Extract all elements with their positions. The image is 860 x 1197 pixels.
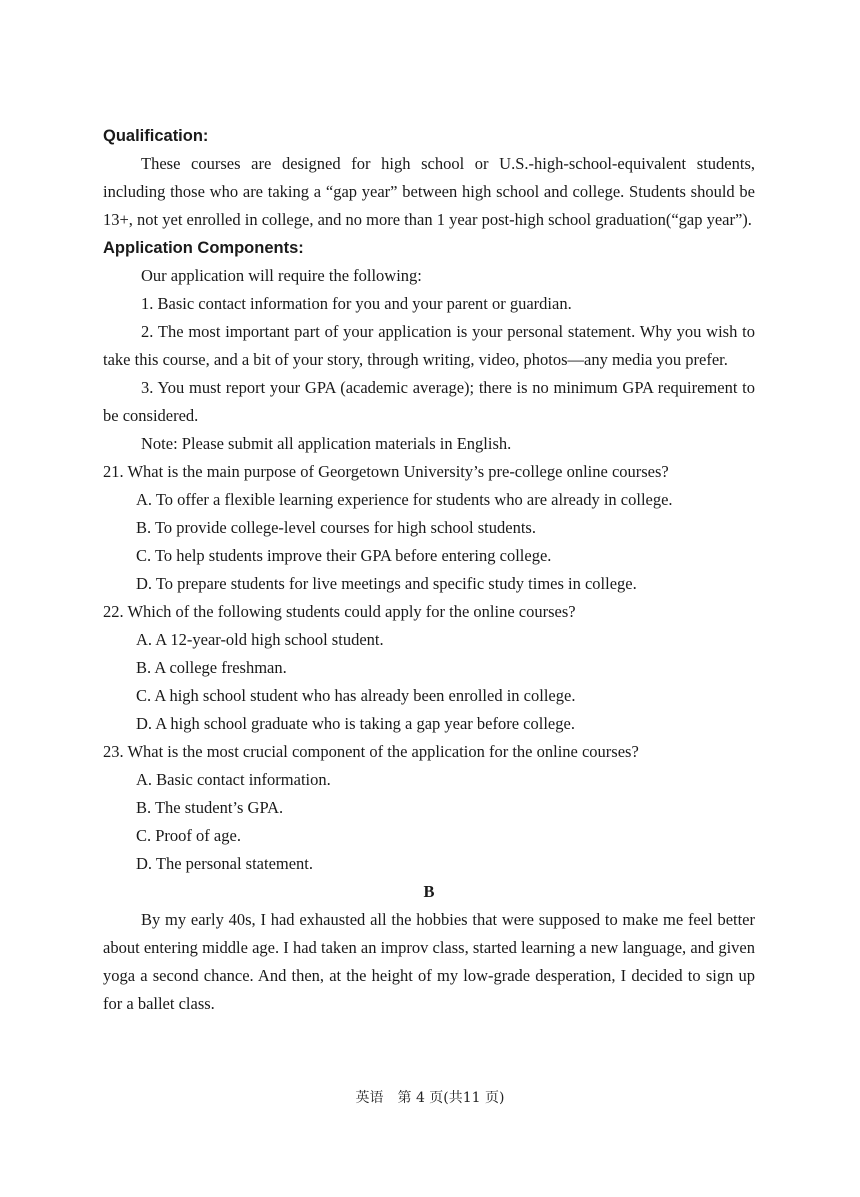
question-23-option-b: B. The student’s GPA.	[136, 798, 284, 817]
question-21-option-c: C. To help students improve their GPA before entering college.	[136, 546, 552, 565]
question-21: 21. What is the main purpose of Georgetown University’s pre-college online courses?	[103, 462, 669, 481]
question-23: 23. What is the most crucial component of the application for the online courses?	[103, 742, 639, 761]
application-heading: Application Components:	[103, 239, 304, 257]
page-footer: 英语 第 4 页(共11 页)	[355, 1090, 505, 1106]
application-item-3: 3. You must report your GPA (academic average); there is no minimum GPA requirement to be considered.	[103, 378, 755, 425]
question-23-option-d: D. The personal statement.	[136, 854, 314, 873]
question-22-option-a: A. A 12-year-old high school student.	[136, 630, 384, 649]
question-22-option-d: D. A high school graduate who is taking a gap year before college.	[136, 714, 575, 733]
qualification-text: These courses are designed for high school or U.S.-high-school-equivalent students, including those who are taking a “gap year” between high school and college. Students should be 13+, not yet enrolled in college, and no more than 1 year post-high school graduation(“gap year”).	[103, 154, 755, 229]
question-22-option-b: B. A college freshman.	[136, 658, 287, 677]
question-21-option-d: D. To prepare students for live meetings and specific study times in college.	[136, 574, 637, 593]
question-22: 22. Which of the following students could apply for the online courses?	[103, 602, 576, 621]
page-content	[103, 122, 755, 1018]
application-intro: Our application will require the following:	[141, 266, 422, 285]
question-23-option-a: A. Basic contact information.	[136, 770, 331, 789]
application-item-2: 2. The most important part of your application is your personal statement. Why you wish to take this course, and a bit of your story, through writing, video, photos—any media you prefer.	[103, 322, 755, 369]
application-item-1: 1. Basic contact information for you and your parent or guardian.	[141, 294, 572, 313]
application-note: Note: Please submit all application materials in English.	[141, 434, 512, 453]
section-b-label: B	[423, 882, 435, 901]
question-22-option-c: C. A high school student who has already been enrolled in college.	[136, 686, 576, 705]
question-23-option-c: C. Proof of age.	[136, 826, 241, 845]
question-21-option-a: A. To offer a flexible learning experience for students who are already in college.	[136, 490, 673, 509]
section-b-paragraph: By my early 40s, I had exhausted all the hobbies that were supposed to make me feel better about entering middle age. I had taken an improv class, started learning a new language, and given yoga a second chance. And then, at the height of my low-grade desperation, I decided to sign up for a ballet class.	[103, 910, 755, 1013]
question-21-option-b: B. To provide college-level courses for high school students.	[136, 518, 536, 537]
qualification-heading: Qualification:	[103, 127, 209, 145]
